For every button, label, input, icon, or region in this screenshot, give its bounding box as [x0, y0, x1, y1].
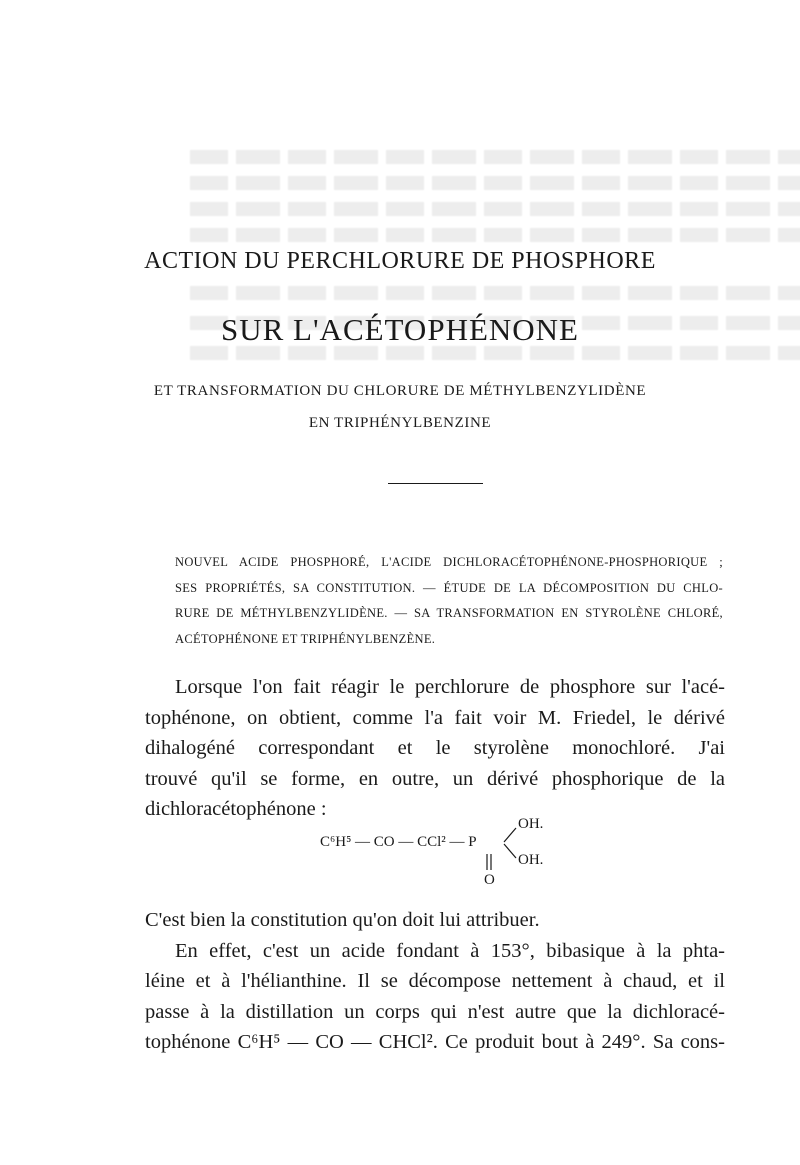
- body-paragraph-2: [145, 905, 725, 1058]
- chemical-formula: [320, 810, 580, 890]
- paragraph-line: Lorsque l'on fait réagir le perchlorure de phosphore sur l'acé-: [175, 676, 725, 698]
- paragraph-line: dihalogéné correspondant et le styrolène monochloré. J'ai: [145, 737, 725, 759]
- title-line-2: SUR L'ACÉTOPHÉNONE: [220, 312, 579, 347]
- paragraph-line: dichloracétophénone :: [145, 798, 327, 820]
- formula-oh-top: OH.: [518, 816, 544, 832]
- paragraph-line: tophénone, on obtient, comme l'a fait voir M. Friedel, le dérivé: [145, 706, 725, 729]
- paragraph-line: tophénone C⁶H⁵ — CO — CHCl². Ce produit bout à 249°. Sa cons-: [145, 1031, 725, 1053]
- body-paragraph-1: [145, 672, 725, 825]
- paragraph-line: C'est bien la constitution qu'on doit lui attribuer.: [145, 909, 540, 931]
- formula-main: C⁶H⁵ — CO — CCl² — P: [320, 834, 477, 850]
- paragraph-line: trouvé qu'il se forme, en outre, un dérivé phosphorique de la: [145, 767, 725, 790]
- paragraph-line: En effet, c'est un acide fondant à 153°, bibasique à la phta-: [175, 939, 725, 962]
- formula-oh-bottom: OH.: [518, 852, 544, 868]
- section-divider: [388, 483, 483, 484]
- summary-line: ACÉTOPHÉNONE ET TRIPHÉNYLBENZÈNE.: [175, 631, 436, 646]
- subtitle-line-1: ET TRANSFORMATION DU CHLORURE DE MÉTHYLBENZYLIDÈNE: [153, 383, 647, 399]
- title-line-1: ACTION DU PERCHLORURE DE PHOSPHORE: [144, 248, 656, 274]
- summary-line: SES PROPRIÉTÉS, SA CONSTITUTION. — ÉTUDE DE LA DÉCOMPOSITION DU CHLO-: [175, 580, 723, 595]
- summary-line: RURE DE MÉTHYLBENZYLIDÈNE. — SA TRANSFORMATION EN STYROLÈNE CHLORÉ,: [175, 606, 723, 620]
- paragraph-line: passe à la distillation un corps qui n'est autre que la dichloracé-: [145, 1000, 725, 1023]
- formula-oxygen: O: [484, 872, 495, 888]
- paragraph-line: léine et à l'hélianthine. Il se décompose nettement à chaud, et il: [145, 970, 725, 992]
- chapter-summary: [175, 550, 723, 652]
- subtitle-line-2: EN TRIPHÉNYLBENZINE: [308, 415, 492, 431]
- summary-line: NOUVEL ACIDE PHOSPHORÉ, L'ACIDE DICHLORACÉTOPHÉNONE-PHOSPHORIQUE ;: [175, 555, 723, 569]
